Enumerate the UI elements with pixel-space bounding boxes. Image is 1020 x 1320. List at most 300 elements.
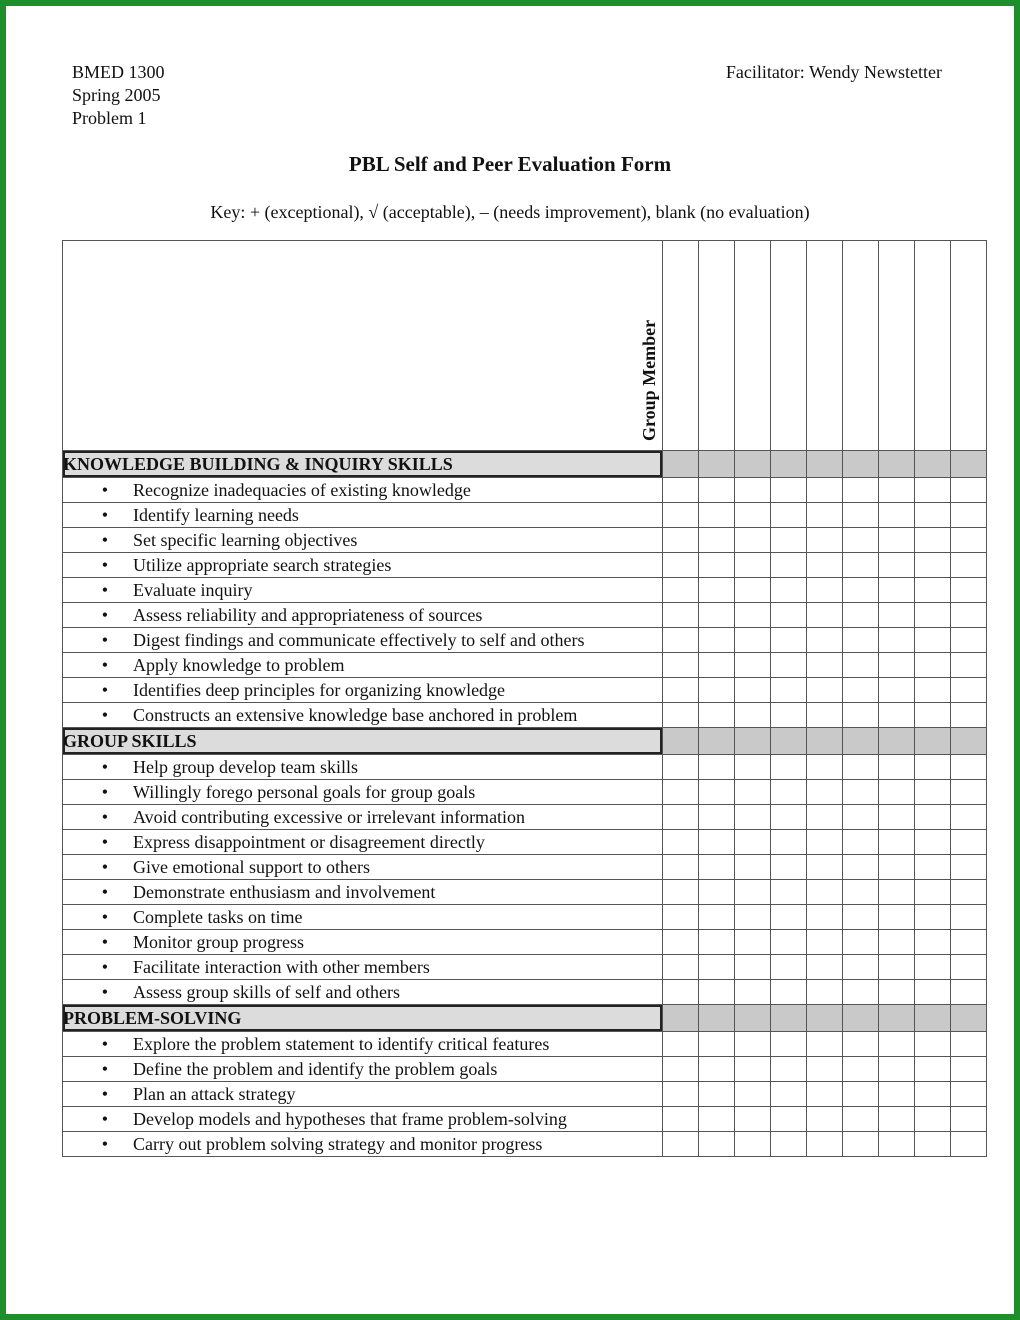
criterion-member-cell[interactable] xyxy=(951,628,987,653)
criterion-member-cell[interactable] xyxy=(879,553,915,578)
criterion-member-cell[interactable] xyxy=(771,980,807,1005)
criterion-member-cell[interactable] xyxy=(735,930,771,955)
criterion-row xyxy=(63,755,987,780)
criterion-member-cell[interactable] xyxy=(879,880,915,905)
criterion-member-cell[interactable] xyxy=(879,1057,915,1082)
criterion-member-cell[interactable] xyxy=(699,553,735,578)
section-member-cell[interactable] xyxy=(735,1005,771,1032)
criterion-member-cell[interactable] xyxy=(843,855,879,880)
criterion-member-cell[interactable] xyxy=(879,1107,915,1132)
criterion-member-cell[interactable] xyxy=(699,478,735,503)
section-member-cell[interactable] xyxy=(699,1005,735,1032)
criterion-member-cell[interactable] xyxy=(735,1032,771,1057)
criterion-member-cell[interactable] xyxy=(843,1032,879,1057)
criterion-member-cell[interactable] xyxy=(843,653,879,678)
section-member-cell[interactable] xyxy=(915,728,951,755)
header-row xyxy=(63,241,987,451)
criterion-member-cell[interactable] xyxy=(699,703,735,728)
criterion-member-cell[interactable] xyxy=(735,528,771,553)
criterion-member-cell[interactable] xyxy=(699,880,735,905)
criterion-member-cell[interactable] xyxy=(771,528,807,553)
section-member-cell[interactable] xyxy=(699,728,735,755)
criterion-member-cell[interactable] xyxy=(771,755,807,780)
criterion-label-cell xyxy=(63,578,663,603)
section-member-cell[interactable] xyxy=(663,728,699,755)
criterion-member-cell[interactable] xyxy=(879,1082,915,1107)
criterion-row xyxy=(63,653,987,678)
criterion-member-cell[interactable] xyxy=(735,830,771,855)
criterion-member-cell[interactable] xyxy=(879,503,915,528)
criterion-text: Complete tasks on time xyxy=(133,907,303,927)
criterion-member-cell[interactable] xyxy=(807,528,843,553)
criterion-member-cell[interactable] xyxy=(951,755,987,780)
criterion-member-cell[interactable] xyxy=(915,805,951,830)
criterion-member-cell[interactable] xyxy=(879,1132,915,1157)
criterion-member-cell[interactable] xyxy=(663,955,699,980)
criterion-member-cell[interactable] xyxy=(807,1032,843,1057)
criterion-member-cell[interactable] xyxy=(951,930,987,955)
criterion-member-cell[interactable] xyxy=(771,805,807,830)
criterion-member-cell[interactable] xyxy=(771,1082,807,1107)
criterion-member-cell[interactable] xyxy=(843,628,879,653)
criterion-row xyxy=(63,880,987,905)
criterion-label-cell xyxy=(63,980,663,1005)
criterion-member-cell[interactable] xyxy=(771,930,807,955)
criterion-member-cell[interactable] xyxy=(843,478,879,503)
criterion-member-cell[interactable] xyxy=(843,805,879,830)
criterion-member-cell[interactable] xyxy=(699,578,735,603)
criterion-member-cell[interactable] xyxy=(807,755,843,780)
criterion-row xyxy=(63,628,987,653)
criterion-member-cell[interactable] xyxy=(663,703,699,728)
criterion-member-cell[interactable] xyxy=(735,628,771,653)
criterion-text: Utilize appropriate search strategies xyxy=(133,555,392,575)
criterion-member-cell[interactable] xyxy=(843,880,879,905)
criterion-member-cell[interactable] xyxy=(699,805,735,830)
member-name-cell[interactable] xyxy=(879,241,915,451)
criterion-member-cell[interactable] xyxy=(771,1032,807,1057)
bullet-icon: • xyxy=(101,655,108,675)
criterion-member-cell[interactable] xyxy=(915,755,951,780)
criterion-member-cell[interactable] xyxy=(663,578,699,603)
criterion-member-cell[interactable] xyxy=(951,1107,987,1132)
section-row xyxy=(63,451,987,478)
criterion-member-cell[interactable] xyxy=(843,830,879,855)
criterion-member-cell[interactable] xyxy=(771,553,807,578)
criterion-member-cell[interactable] xyxy=(915,880,951,905)
criterion-member-cell[interactable] xyxy=(879,955,915,980)
criterion-member-cell[interactable] xyxy=(771,955,807,980)
criterion-text: Identifies deep principles for organizing knowledge xyxy=(133,680,506,700)
criterion-member-cell[interactable] xyxy=(915,503,951,528)
criterion-member-cell[interactable] xyxy=(771,855,807,880)
criterion-member-cell[interactable] xyxy=(699,955,735,980)
criterion-member-cell[interactable] xyxy=(951,478,987,503)
criterion-member-cell[interactable] xyxy=(807,905,843,930)
criterion-member-cell[interactable] xyxy=(807,503,843,528)
section-member-cell[interactable] xyxy=(735,728,771,755)
bullet-icon: • xyxy=(101,1084,108,1104)
criterion-member-cell[interactable] xyxy=(915,703,951,728)
member-name-cell[interactable] xyxy=(771,241,807,451)
criterion-member-cell[interactable] xyxy=(699,905,735,930)
criterion-member-cell[interactable] xyxy=(771,703,807,728)
criterion-member-cell[interactable] xyxy=(915,603,951,628)
criterion-member-cell[interactable] xyxy=(951,780,987,805)
criterion-member-cell[interactable] xyxy=(807,1057,843,1082)
section-member-cell[interactable] xyxy=(951,728,987,755)
criterion-member-cell[interactable] xyxy=(951,603,987,628)
criterion-member-cell[interactable] xyxy=(699,1032,735,1057)
criterion-member-cell[interactable] xyxy=(699,678,735,703)
criterion-member-cell[interactable] xyxy=(771,503,807,528)
criterion-member-cell[interactable] xyxy=(879,930,915,955)
criterion-row xyxy=(63,980,987,1005)
facilitator: Facilitator: Wendy Newstetter xyxy=(725,62,942,82)
criterion-label-cell xyxy=(63,905,663,930)
criterion-member-cell[interactable] xyxy=(771,678,807,703)
criterion-member-cell[interactable] xyxy=(915,553,951,578)
criterion-member-cell[interactable] xyxy=(879,603,915,628)
criterion-member-cell[interactable] xyxy=(663,780,699,805)
criterion-text: Give emotional support to others xyxy=(133,857,370,877)
section-member-cell[interactable] xyxy=(879,451,915,478)
criterion-member-cell[interactable] xyxy=(699,780,735,805)
criterion-member-cell[interactable] xyxy=(807,653,843,678)
criterion-member-cell[interactable] xyxy=(771,653,807,678)
section-member-cell[interactable] xyxy=(807,451,843,478)
criterion-member-cell[interactable] xyxy=(807,880,843,905)
criterion-member-cell[interactable] xyxy=(771,780,807,805)
member-name-cell[interactable] xyxy=(807,241,843,451)
criterion-member-cell[interactable] xyxy=(843,528,879,553)
criterion-member-cell[interactable] xyxy=(879,528,915,553)
criterion-member-cell[interactable] xyxy=(951,905,987,930)
criterion-member-cell[interactable] xyxy=(663,905,699,930)
criterion-member-cell[interactable] xyxy=(663,478,699,503)
criterion-member-cell[interactable] xyxy=(843,955,879,980)
criterion-member-cell[interactable] xyxy=(807,628,843,653)
criterion-member-cell[interactable] xyxy=(699,855,735,880)
criterion-member-cell[interactable] xyxy=(663,628,699,653)
criterion-member-cell[interactable] xyxy=(843,503,879,528)
criterion-member-cell[interactable] xyxy=(735,1132,771,1157)
criterion-member-cell[interactable] xyxy=(735,980,771,1005)
criterion-member-cell[interactable] xyxy=(807,930,843,955)
criterion-member-cell[interactable] xyxy=(735,1107,771,1132)
criterion-member-cell[interactable] xyxy=(807,1082,843,1107)
section-member-cell[interactable] xyxy=(843,451,879,478)
criterion-member-cell[interactable] xyxy=(735,703,771,728)
criterion-text: Express disappointment or disagreement directly xyxy=(133,832,485,852)
criterion-member-cell[interactable] xyxy=(879,628,915,653)
criterion-member-cell[interactable] xyxy=(915,855,951,880)
section-member-cell[interactable] xyxy=(843,728,879,755)
criterion-member-cell[interactable] xyxy=(807,855,843,880)
criterion-text: Explore the problem statement to identify critical features xyxy=(133,1034,550,1054)
criterion-member-cell[interactable] xyxy=(735,905,771,930)
criterion-member-cell[interactable] xyxy=(915,478,951,503)
section-member-cell[interactable] xyxy=(771,1005,807,1032)
criterion-member-cell[interactable] xyxy=(807,553,843,578)
criterion-member-cell[interactable] xyxy=(879,1032,915,1057)
criterion-member-cell[interactable] xyxy=(879,830,915,855)
criterion-member-cell[interactable] xyxy=(879,578,915,603)
criterion-member-cell[interactable] xyxy=(843,1132,879,1157)
member-name-cell[interactable] xyxy=(699,241,735,451)
criterion-member-cell[interactable] xyxy=(807,955,843,980)
criterion-member-cell[interactable] xyxy=(663,678,699,703)
criterion-member-cell[interactable] xyxy=(735,755,771,780)
criterion-member-cell[interactable] xyxy=(915,780,951,805)
criterion-member-cell[interactable] xyxy=(879,855,915,880)
bullet-icon: • xyxy=(101,857,108,877)
criterion-member-cell[interactable] xyxy=(915,830,951,855)
member-name-cell[interactable] xyxy=(915,241,951,451)
criterion-member-cell[interactable] xyxy=(735,678,771,703)
criterion-member-cell[interactable] xyxy=(879,478,915,503)
criterion-member-cell[interactable] xyxy=(699,1082,735,1107)
criterion-member-cell[interactable] xyxy=(951,805,987,830)
criterion-member-cell[interactable] xyxy=(663,855,699,880)
criterion-member-cell[interactable] xyxy=(663,1132,699,1157)
criterion-member-cell[interactable] xyxy=(771,880,807,905)
criterion-member-cell[interactable] xyxy=(735,478,771,503)
criterion-member-cell[interactable] xyxy=(807,1132,843,1157)
criterion-member-cell[interactable] xyxy=(699,628,735,653)
criterion-member-cell[interactable] xyxy=(699,830,735,855)
criterion-member-cell[interactable] xyxy=(807,678,843,703)
criterion-member-cell[interactable] xyxy=(699,503,735,528)
criterion-member-cell[interactable] xyxy=(843,1057,879,1082)
criterion-member-cell[interactable] xyxy=(735,553,771,578)
criterion-member-cell[interactable] xyxy=(663,930,699,955)
criterion-member-cell[interactable] xyxy=(663,603,699,628)
criterion-member-cell[interactable] xyxy=(807,830,843,855)
section-member-cell[interactable] xyxy=(879,1005,915,1032)
criterion-member-cell[interactable] xyxy=(663,528,699,553)
criterion-text: Recognize inadequacies of existing knowledge xyxy=(133,480,471,500)
criterion-member-cell[interactable] xyxy=(951,1132,987,1157)
bullet-icon: • xyxy=(101,882,108,902)
criterion-member-cell[interactable] xyxy=(951,553,987,578)
criterion-member-cell[interactable] xyxy=(699,1132,735,1157)
criterion-member-cell[interactable] xyxy=(843,678,879,703)
criterion-member-cell[interactable] xyxy=(843,755,879,780)
criterion-member-cell[interactable] xyxy=(879,703,915,728)
criterion-member-cell[interactable] xyxy=(951,528,987,553)
criterion-text: Carry out problem solving strategy and monitor progress xyxy=(133,1134,543,1154)
criterion-member-cell[interactable] xyxy=(807,780,843,805)
criterion-member-cell[interactable] xyxy=(915,1082,951,1107)
criterion-member-cell[interactable] xyxy=(843,1082,879,1107)
criterion-member-cell[interactable] xyxy=(843,930,879,955)
criterion-member-cell[interactable] xyxy=(771,905,807,930)
criterion-member-cell[interactable] xyxy=(951,955,987,980)
criterion-member-cell[interactable] xyxy=(879,653,915,678)
rating-key: Key: + (exceptional), √ (acceptable), – (needs improvement), blank (no evaluation) xyxy=(210,202,810,222)
section-member-cell[interactable] xyxy=(879,728,915,755)
bullet-icon: • xyxy=(101,757,108,777)
section-title: KNOWLEDGE BUILDING & INQUIRY SKILLS xyxy=(63,451,663,478)
criterion-member-cell[interactable] xyxy=(735,880,771,905)
criterion-row xyxy=(63,703,987,728)
criterion-member-cell[interactable] xyxy=(843,980,879,1005)
criterion-label-cell xyxy=(63,1082,663,1107)
bullet-icon: • xyxy=(101,605,108,625)
criterion-member-cell[interactable] xyxy=(879,755,915,780)
criterion-member-cell[interactable] xyxy=(663,830,699,855)
criterion-member-cell[interactable] xyxy=(915,955,951,980)
criterion-member-cell[interactable] xyxy=(951,880,987,905)
criterion-member-cell[interactable] xyxy=(807,980,843,1005)
criterion-label-cell xyxy=(63,653,663,678)
criterion-member-cell[interactable] xyxy=(699,755,735,780)
criterion-member-cell[interactable] xyxy=(915,930,951,955)
bullet-icon: • xyxy=(101,580,108,600)
criterion-member-cell[interactable] xyxy=(771,1107,807,1132)
criterion-member-cell[interactable] xyxy=(915,1132,951,1157)
criterion-member-cell[interactable] xyxy=(663,980,699,1005)
criterion-member-cell[interactable] xyxy=(843,603,879,628)
criterion-member-cell[interactable] xyxy=(699,528,735,553)
criterion-member-cell[interactable] xyxy=(663,1107,699,1132)
criterion-text: Plan an attack strategy xyxy=(133,1084,296,1104)
criterion-member-cell[interactable] xyxy=(663,1032,699,1057)
criterion-member-cell[interactable] xyxy=(951,855,987,880)
criterion-member-cell[interactable] xyxy=(735,1082,771,1107)
criterion-member-cell[interactable] xyxy=(699,1057,735,1082)
section-member-cell[interactable] xyxy=(915,451,951,478)
section-member-cell[interactable] xyxy=(771,728,807,755)
criterion-row xyxy=(63,603,987,628)
criterion-member-cell[interactable] xyxy=(771,603,807,628)
criterion-member-cell[interactable] xyxy=(879,780,915,805)
criterion-member-cell[interactable] xyxy=(771,478,807,503)
criterion-member-cell[interactable] xyxy=(915,678,951,703)
criterion-member-cell[interactable] xyxy=(735,578,771,603)
criterion-member-cell[interactable] xyxy=(771,1057,807,1082)
form-title: PBL Self and Peer Evaluation Form xyxy=(348,152,672,176)
criterion-member-cell[interactable] xyxy=(663,880,699,905)
criterion-member-cell[interactable] xyxy=(915,1107,951,1132)
criterion-member-cell[interactable] xyxy=(735,855,771,880)
criterion-member-cell[interactable] xyxy=(735,603,771,628)
section-member-cell[interactable] xyxy=(807,1005,843,1032)
section-member-cell[interactable] xyxy=(663,451,699,478)
criterion-member-cell[interactable] xyxy=(915,528,951,553)
criterion-member-cell[interactable] xyxy=(879,905,915,930)
criterion-member-cell[interactable] xyxy=(663,1082,699,1107)
criterion-member-cell[interactable] xyxy=(807,478,843,503)
criterion-member-cell[interactable] xyxy=(771,1132,807,1157)
criterion-member-cell[interactable] xyxy=(951,703,987,728)
criterion-member-cell[interactable] xyxy=(699,980,735,1005)
criterion-row xyxy=(63,503,987,528)
criterion-member-cell[interactable] xyxy=(735,955,771,980)
criterion-member-cell[interactable] xyxy=(807,578,843,603)
criterion-member-cell[interactable] xyxy=(843,1107,879,1132)
criterion-member-cell[interactable] xyxy=(915,628,951,653)
criterion-member-cell[interactable] xyxy=(699,930,735,955)
criterion-member-cell[interactable] xyxy=(807,1107,843,1132)
section-member-cell[interactable] xyxy=(843,1005,879,1032)
criterion-label-cell xyxy=(63,1057,663,1082)
criterion-text: Willingly forego personal goals for group goals xyxy=(133,782,476,802)
criterion-member-cell[interactable] xyxy=(951,1082,987,1107)
section-member-cell[interactable] xyxy=(663,1005,699,1032)
criterion-member-cell[interactable] xyxy=(663,755,699,780)
criterion-member-cell[interactable] xyxy=(951,653,987,678)
member-name-cell[interactable] xyxy=(843,241,879,451)
criterion-member-cell[interactable] xyxy=(843,905,879,930)
section-member-cell[interactable] xyxy=(915,1005,951,1032)
member-name-cell[interactable] xyxy=(735,241,771,451)
criterion-member-cell[interactable] xyxy=(663,553,699,578)
criterion-member-cell[interactable] xyxy=(807,703,843,728)
criterion-member-cell[interactable] xyxy=(699,603,735,628)
criterion-member-cell[interactable] xyxy=(699,653,735,678)
criterion-text: Define the problem and identify the problem goals xyxy=(133,1059,498,1079)
criterion-member-cell[interactable] xyxy=(951,830,987,855)
criterion-member-cell[interactable] xyxy=(915,653,951,678)
section-member-cell[interactable] xyxy=(735,451,771,478)
criterion-member-cell[interactable] xyxy=(663,653,699,678)
criterion-member-cell[interactable] xyxy=(951,678,987,703)
criterion-member-cell[interactable] xyxy=(735,805,771,830)
criterion-member-cell[interactable] xyxy=(735,503,771,528)
criterion-member-cell[interactable] xyxy=(843,578,879,603)
criterion-member-cell[interactable] xyxy=(663,1057,699,1082)
criterion-member-cell[interactable] xyxy=(735,653,771,678)
criterion-member-cell[interactable] xyxy=(915,1057,951,1082)
criterion-member-cell[interactable] xyxy=(915,905,951,930)
criterion-member-cell[interactable] xyxy=(915,980,951,1005)
criterion-member-cell[interactable] xyxy=(735,1057,771,1082)
criterion-text: Constructs an extensive knowledge base anchored in problem xyxy=(133,705,578,725)
criterion-member-cell[interactable] xyxy=(735,780,771,805)
criterion-member-cell[interactable] xyxy=(915,1032,951,1057)
criterion-member-cell[interactable] xyxy=(699,1107,735,1132)
criterion-member-cell[interactable] xyxy=(843,553,879,578)
criterion-member-cell[interactable] xyxy=(951,1032,987,1057)
criterion-member-cell[interactable] xyxy=(843,780,879,805)
criterion-member-cell[interactable] xyxy=(951,980,987,1005)
section-member-cell[interactable] xyxy=(807,728,843,755)
criterion-member-cell[interactable] xyxy=(771,578,807,603)
section-member-cell[interactable] xyxy=(951,451,987,478)
criterion-member-cell[interactable] xyxy=(663,503,699,528)
criterion-member-cell[interactable] xyxy=(915,578,951,603)
member-name-cell[interactable] xyxy=(951,241,987,451)
criterion-member-cell[interactable] xyxy=(807,603,843,628)
section-member-cell[interactable] xyxy=(699,451,735,478)
section-member-cell[interactable] xyxy=(951,1005,987,1032)
criterion-member-cell[interactable] xyxy=(807,805,843,830)
member-name-cell[interactable] xyxy=(663,241,699,451)
criterion-member-cell[interactable] xyxy=(879,805,915,830)
criterion-member-cell[interactable] xyxy=(843,703,879,728)
criterion-member-cell[interactable] xyxy=(771,830,807,855)
section-member-cell[interactable] xyxy=(771,451,807,478)
criterion-member-cell[interactable] xyxy=(879,678,915,703)
criterion-member-cell[interactable] xyxy=(879,980,915,1005)
criterion-member-cell[interactable] xyxy=(951,503,987,528)
criterion-member-cell[interactable] xyxy=(771,628,807,653)
criterion-member-cell[interactable] xyxy=(951,1057,987,1082)
criterion-member-cell[interactable] xyxy=(663,805,699,830)
criterion-member-cell[interactable] xyxy=(951,578,987,603)
